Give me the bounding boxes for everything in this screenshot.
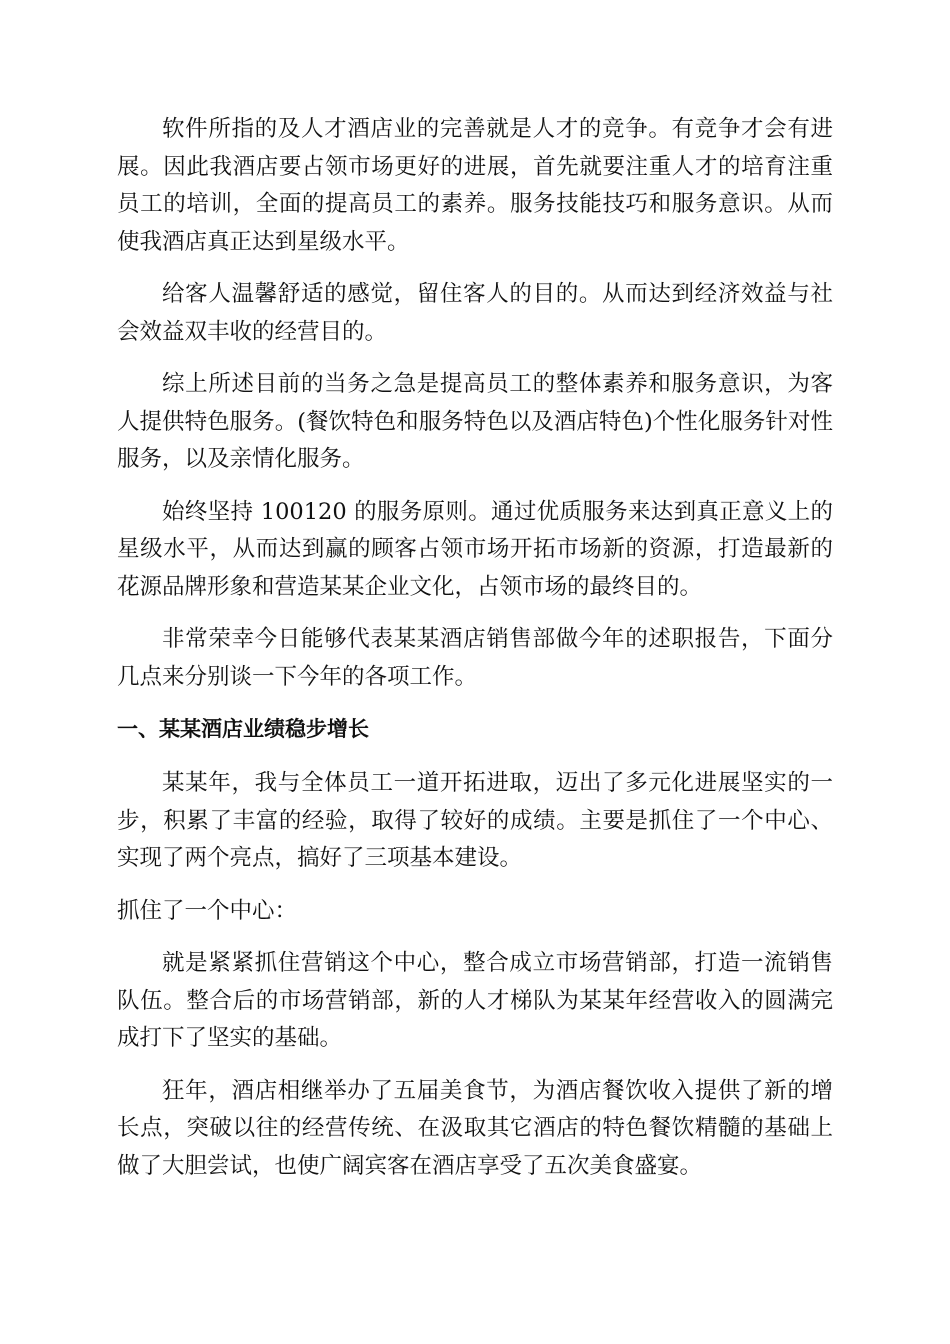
section-heading-performance: 一、某某酒店业绩稳步增长 — [117, 717, 369, 741]
paragraph-food-festival: 狂年，酒店相继举办了五届美食节，为酒店餐饮收入提供了新的增长点，突破以往的经营传统、在汲取其它酒店的特色餐饮精髓的基础上做了大胆尝试，也使广阔宾客在酒店享受了五次美食盛宴。 — [117, 1077, 833, 1179]
paragraph-marketing-center: 就是紧紧抓住营销这个中心，整合成立市场营销部，打造一流销售队伍。整合后的市场营销部，新的人才梯队为某某年经营收入的圆满完成打下了坚实的基础。 — [117, 950, 833, 1051]
paragraph-guest-comfort: 给客人温馨舒适的感觉，留住客人的目的。从而达到经济效益与社会效益双丰收的经营目的。 — [117, 281, 833, 345]
paragraph-talent-competition: 软件所指的及人才酒店业的完善就是人才的竞争。有竞争才会有进展。因此我酒店要占领市场更好的进展，首先就要注重人才的培育注重员工的培训，全面的提高员工的素养。服务技能技巧和服务意识。从而使我酒店真正达到星级水平。 — [117, 116, 833, 255]
paragraph-report-intro: 非常荣幸今日能够代表某某酒店销售部做今年的述职报告，下面分几点来分别谈一下今年的各项工作。 — [117, 626, 833, 690]
paragraph-service-principle: 始终坚持 100120 的服务原则。通过优质服务来达到真正意义上的星级水平，从而达到赢的顾客占领市场开拓市场新的资源，打造最新的花源品牌形象和营造某某企业文化，占领市场的最终目的。 — [117, 498, 833, 600]
paragraph-one-center-label: 抓住了一个中心： — [117, 897, 298, 924]
paragraph-year-achievements: 某某年，我与全体员工一道开拓进取，迈出了多元化进展坚实的一步，积累了丰富的经验，取得了较好的成绩。主要是抓住了一个中心、实现了两个亮点，搞好了三项基本建设。 — [117, 770, 833, 871]
paragraph-summary-service: 综上所述目前的当务之急是提高员工的整体素养和服务意识，为客人提供特色服务。(餐饮特色和服务特色以及酒店特色)个性化服务针对性服务，以及亲情化服务。 — [117, 371, 833, 472]
document-body — [117, 111, 833, 1200]
